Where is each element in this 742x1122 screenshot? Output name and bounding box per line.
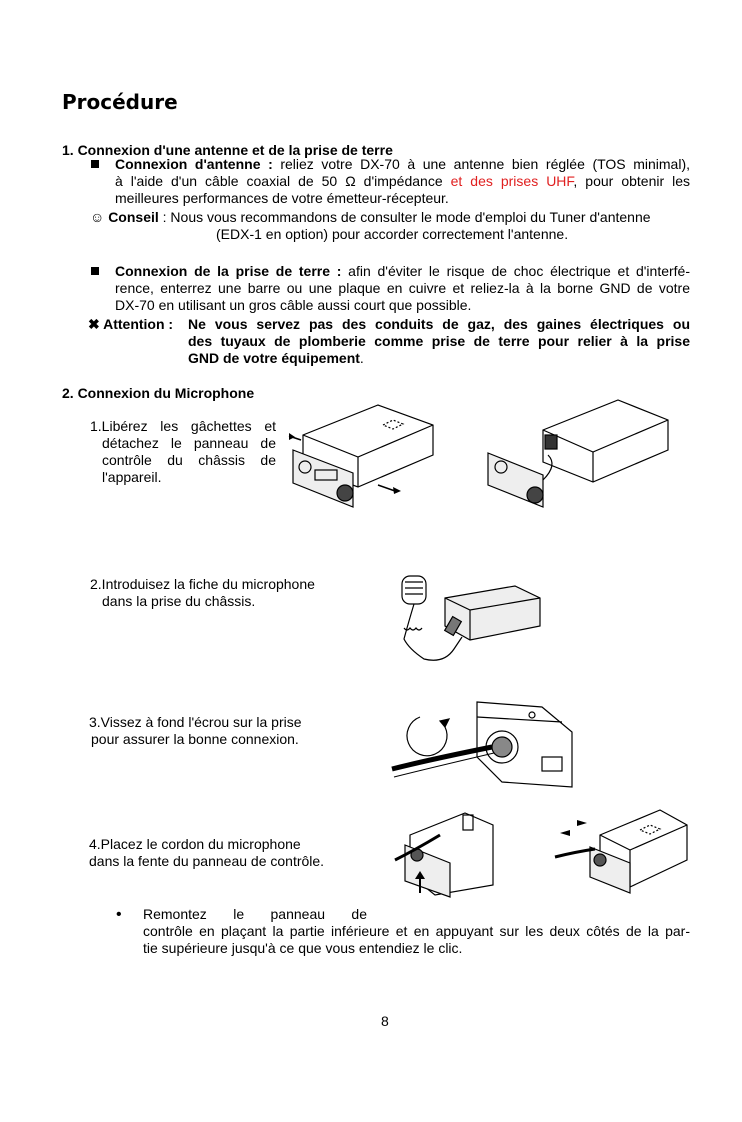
step4-text [89,836,379,870]
step3-line1: 3.Vissez à fond l'écrou sur la prise [89,714,302,730]
reassembled-radio-illustration [555,805,690,897]
tip-line1: : Nous vous recommandons de consulter le mode d'emploi du Tuner d'antenne [162,209,651,225]
square-bullet-icon [91,160,99,168]
ground-line1: afin d'éviter le risque de choc électrique et d'interfé- [348,263,690,279]
round-bullet-icon: • [116,906,122,923]
step1-line1: 1.Libérez les gâchettes et [90,418,276,434]
ground-line2: rence, enterrez une barre ou une plaque en cuivre et reliez-la à la borne GND de votre [115,280,690,296]
step4-line1: 4.Placez le cordon du microphone [89,836,301,852]
step1-line3: contrôle du châssis de [102,452,276,468]
step2-text [90,576,380,610]
warning-paragraph [88,316,690,367]
panel-detach-illustration [283,395,683,520]
ground-line3: DX-70 en utilisant un gros câble aussi court que possible. [115,297,472,313]
final-line1-wrap [143,906,367,923]
warning-line1: Ne vous servez pas des conduits de gaz, des gaines électriques ou [188,316,690,332]
final-paragraph [143,923,690,957]
antenna-line2a: à l'aide d'un câble coaxial de 50 Ω d'impédance [115,173,443,189]
final-line3: tie supérieure jusqu'à ce que vous entendiez le clic. [143,940,463,956]
step2-line2: dans la prise du châssis. [102,593,256,609]
warning-label: Attention : [103,316,174,332]
smiley-icon: ☺ [90,209,105,225]
final-line2: contrôle en plaçant la partie inférieure et en appuyant sur les deux côtés de la par- [143,923,690,939]
warning-line2: des tuyaux de plomberie comme prise de terre pour relier à la prise [188,333,690,349]
tip-label: Conseil [108,209,159,225]
antenna-line2c: , pour obtenir les [573,173,691,189]
page-title: Procédure [62,90,178,114]
step1-line4: l'appareil. [102,469,162,485]
final-line1: Remontez le panneau de [143,906,367,922]
step4-line2: dans la fente du panneau de contrôle. [89,853,325,869]
warning-label-wrap [88,316,188,333]
antenna-label: Connexion d'antenne : [115,156,273,172]
section2-heading: 2. Connexion du Microphone [62,385,255,401]
cord-slot-illustration [395,805,495,897]
page-number: 8 [381,1013,389,1029]
microphone-plug-illustration [390,568,545,673]
screw-nut-illustration [392,697,577,792]
antenna-uhf-text: et des prises UHF [450,173,574,189]
step3-line2: pour assurer la bonne connexion. [91,731,299,747]
tip-paragraph [90,209,690,243]
antenna-line1: reliez votre DX-70 à une antenne bien réglée (TOS minimal), [280,156,690,172]
step2-line1: 2.Introduisez la fiche du microphone [90,576,315,592]
warning-line3-end: . [359,350,364,366]
step3-text [89,714,379,748]
warning-icon: ✖ [88,316,100,332]
step1-text [90,418,276,486]
ground-label: Connexion de la prise de terre : [115,263,342,279]
step1-line2: détachez le panneau de [102,435,276,451]
ground-paragraph [88,263,690,314]
antenna-line3: meilleures performances de votre émetteur-récepteur. [115,190,449,206]
warning-line3: GND de votre équipement [188,350,360,366]
tip-line2: (EDX-1 en option) pour accorder correctement l'antenne. [216,226,569,242]
section1-heading: 1. Connexion d'une antenne et de la prise de terre [62,142,393,158]
antenna-paragraph [115,156,690,207]
